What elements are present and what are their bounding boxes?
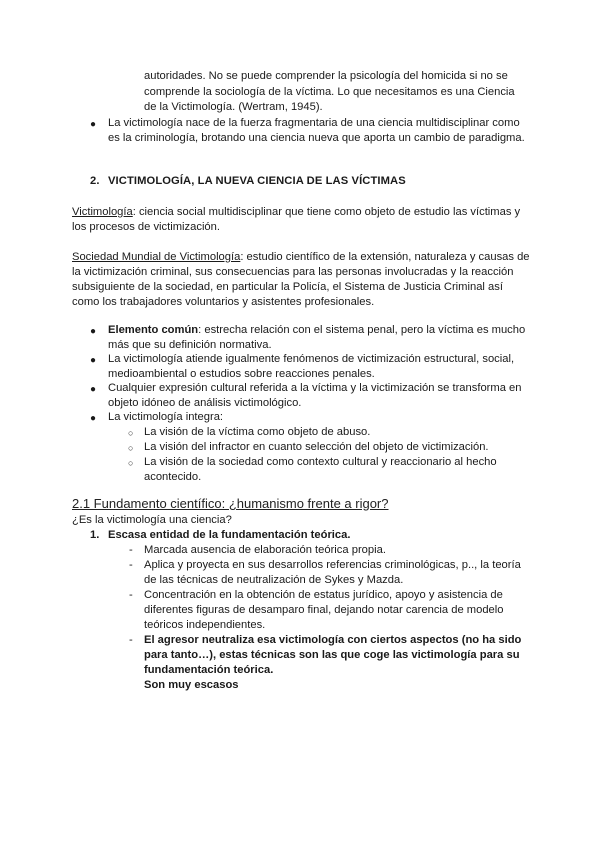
- dash-icon: -: [129, 544, 133, 556]
- dash-icon: -: [129, 559, 133, 571]
- item-title: Escasa entidad de la fundamentación teórica.: [108, 529, 351, 541]
- circle-bullet-icon: ○: [128, 443, 134, 453]
- bullet-icon: ●: [90, 384, 97, 395]
- bullet-text: es la criminología, brotando una ciencia nueva que aporta un cambio de paradigma.: [108, 132, 525, 144]
- dash-item-text-bold: El agresor neutraliza esa victimología con ciertos aspectos (no ha sido: [144, 634, 522, 646]
- definition-text: : estudio científico de la extensión, naturaleza y causas de: [240, 251, 530, 263]
- definition-text: como los trabajadores voluntarios y asistentes profesionales.: [72, 296, 375, 308]
- item-number: 1.: [90, 529, 100, 541]
- bullet-icon: ●: [90, 326, 97, 337]
- bold-term: Elemento común: [108, 324, 199, 336]
- term-sociedad: Sociedad Mundial de Victimología: [72, 251, 241, 263]
- bullet-text: La victimología atiende igualmente fenómenos de victimización estructural, social,: [108, 353, 515, 365]
- bullet-text: medioambiental o estudios sobre reacciones penales.: [108, 368, 375, 380]
- quote-line: autoridades. No se puede comprender la psicología del homicida si no se: [144, 70, 508, 82]
- dash-item-text-bold: fundamentación teórica.: [144, 664, 274, 676]
- dash-icon: -: [129, 634, 133, 646]
- sub-bullet-text: La visión de la víctima como objeto de abuso.: [144, 426, 371, 438]
- circle-bullet-icon: ○: [128, 458, 134, 468]
- bullet-text: [108, 323, 525, 338]
- definition-text: subsiguiente de la sociedad, en particular la Policía, el Sistema de Justicia Criminal así: [72, 281, 503, 293]
- bullet-text-rest: : estrecha relación con el sistema penal, pero la víctima es mucho: [198, 324, 526, 336]
- dash-item-text-bold: Son muy escasos: [144, 679, 239, 691]
- bullet-icon: ●: [90, 119, 97, 130]
- bullet-icon: ●: [90, 355, 97, 366]
- bullet-text: La victimología nace de la fuerza fragmentaria de una ciencia multidisciplinar como: [108, 117, 520, 129]
- bullet-text: objeto idóneo de análisis victimológico.: [108, 397, 302, 409]
- definition-text: la victimización criminal, sus consecuencias para las personas involucradas y la reacción: [72, 266, 514, 278]
- dash-icon: -: [129, 589, 133, 601]
- bullet-text: más que su definición normativa.: [108, 339, 272, 351]
- sub-bullet-text: La visión del infractor en cuanto selección del objeto de victimización.: [144, 441, 489, 453]
- definition-text: : ciencia social multidisciplinar que tiene como objeto de estudio las víctimas y: [132, 206, 521, 218]
- question-text: ¿Es la victimología una ciencia?: [72, 514, 232, 526]
- term-victimologia: Victimología: [72, 206, 133, 218]
- quote-line: comprende la sociología de la víctima. Lo que necesitamos es una Ciencia: [144, 86, 515, 98]
- bullet-text: La victimología integra:: [108, 411, 224, 423]
- definition-sociedad: [72, 250, 530, 265]
- dash-item-text: de las técnicas de neutralización de Sykes y Mazda.: [144, 574, 404, 586]
- subsection-title: 2.1 Fundamento científico: ¿humanismo frente a rigor?: [72, 496, 389, 511]
- definition-victimologia: [72, 205, 520, 220]
- dash-item-text: Marcada ausencia de elaboración teórica propia.: [144, 544, 386, 556]
- section-title: VICTIMOLOGÍA, LA NUEVA CIENCIA DE LAS VÍCTIMAS: [108, 175, 406, 187]
- circle-bullet-icon: ○: [128, 428, 134, 438]
- dash-item-text: Concentración en la obtención de estatus jurídico, apoyo y asistencia de: [144, 589, 503, 601]
- sub-bullet-text: La visión de la sociedad como contexto cultural y reaccionario al hecho: [144, 456, 497, 468]
- dash-item-text: teóricos independientes.: [144, 619, 266, 631]
- section-number: 2.: [90, 175, 100, 187]
- dash-item-text: diferentes figuras de desamparo final, dejando notar carencia de modelo: [144, 604, 504, 616]
- dash-item-text-bold: para tanto…), estas técnicas son las que coge las victimología para su: [144, 649, 520, 661]
- dash-item-text: Aplica y proyecta en sus desarrollos referencias criminológicas, p.., la teoría: [144, 559, 521, 571]
- quote-line: de la Victimología. (Wertram, 1945).: [144, 101, 323, 113]
- definition-text: los procesos de victimización.: [72, 221, 220, 233]
- bullet-text: Cualquier expresión cultural referida a la víctima y la victimización se transforma en: [108, 382, 522, 394]
- bullet-icon: ●: [90, 413, 97, 424]
- sub-bullet-text: acontecido.: [144, 471, 202, 483]
